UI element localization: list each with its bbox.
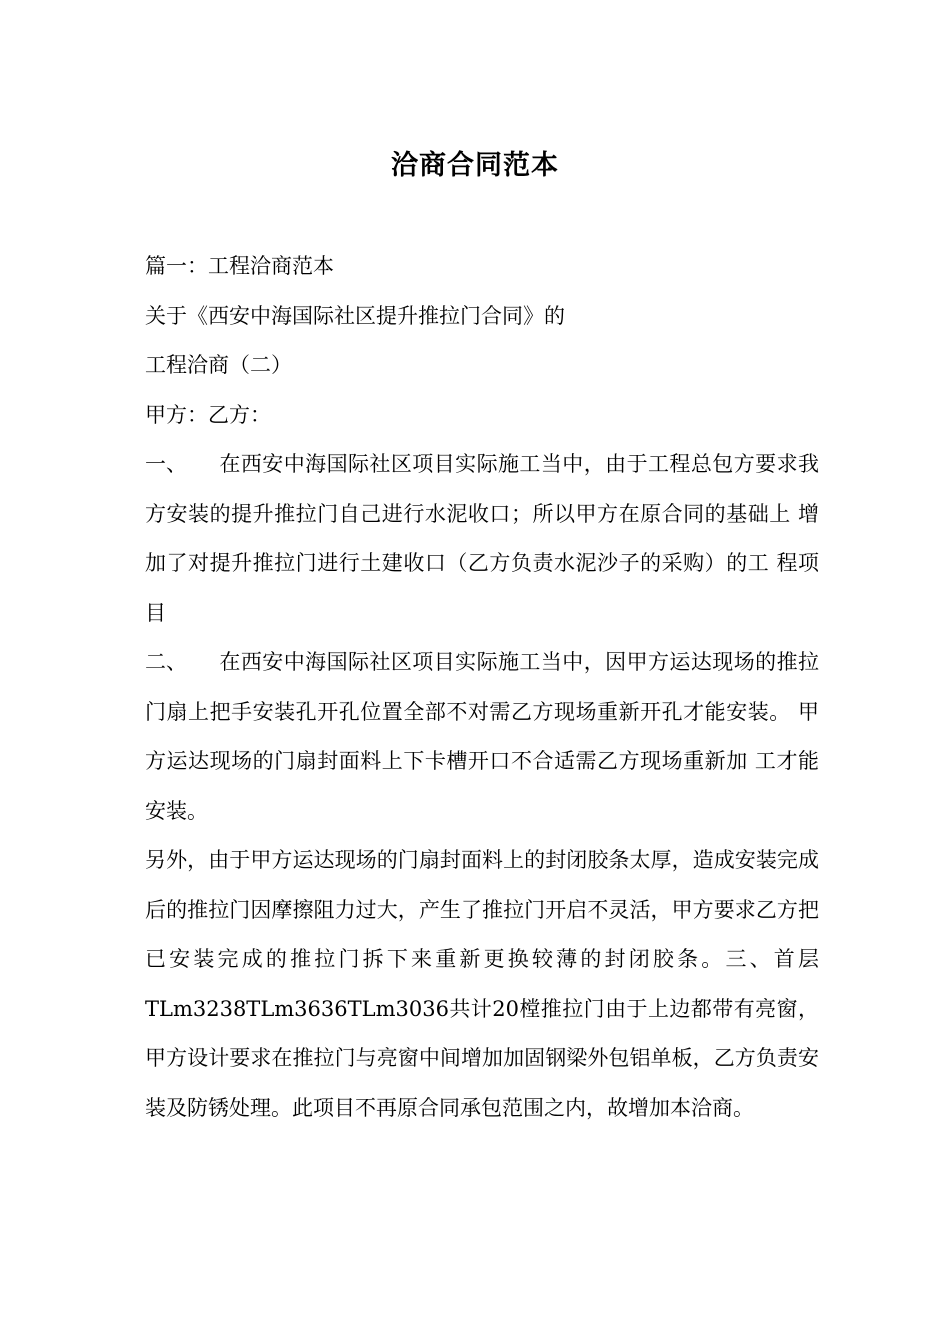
subject-line: 关于《西安中海国际社区提升推拉门合同》的 xyxy=(145,303,565,328)
item-one-number: 一、 xyxy=(145,452,187,476)
item-two-number: 二、 xyxy=(145,650,187,674)
document-title: 洽商合同范本 xyxy=(391,150,559,181)
item-two xyxy=(145,638,819,836)
section-heading: 篇一：工程洽商范本 xyxy=(145,254,334,278)
item-one-text: 在西安中海国际社区项目实际施工当中，由于工程总包方要求我 方安装的提升推拉门自己进行水泥收口；所以甲方在原合同的基础上 增加了对提升推拉门进行土建收口（乙方负责水泥沙子的采购）的工 程项目 xyxy=(145,452,819,625)
document-body xyxy=(145,242,819,1133)
item-two-text: 在西安中海国际社区项目实际施工当中，因甲方运达现场的推拉 门扇上把手安装孔开孔位置全部不对需乙方现场重新开孔才能安装。 甲方运达现场的门扇封面料上下卡槽开口不合适需乙方现场重新加 工才能安装。 xyxy=(145,650,819,823)
document-name: 工程洽商（二） xyxy=(145,353,292,377)
paragraph-three: 另外，由于甲方运达现场的门扇封面料上的封闭胶条太厚，造成安装完成后的推拉门因摩擦阻力过大，产生了推拉门开启不灵活，甲方要求乙方把已安装完成的推拉门拆下来重新更换较薄的封闭胶条。三、首层TLm3238TLm3636TLm3036共计20樘推拉门由于上边都带有亮窗，甲方设计要求在推拉门与亮窗中间增加加固钢梁外包铝单板，乙方负责安装及防锈处理。此项目不再原合同承包范围之内，故增加本洽商。 xyxy=(145,848,819,1120)
item-one xyxy=(145,440,819,638)
parties-line: 甲方：乙方： xyxy=(145,402,271,427)
